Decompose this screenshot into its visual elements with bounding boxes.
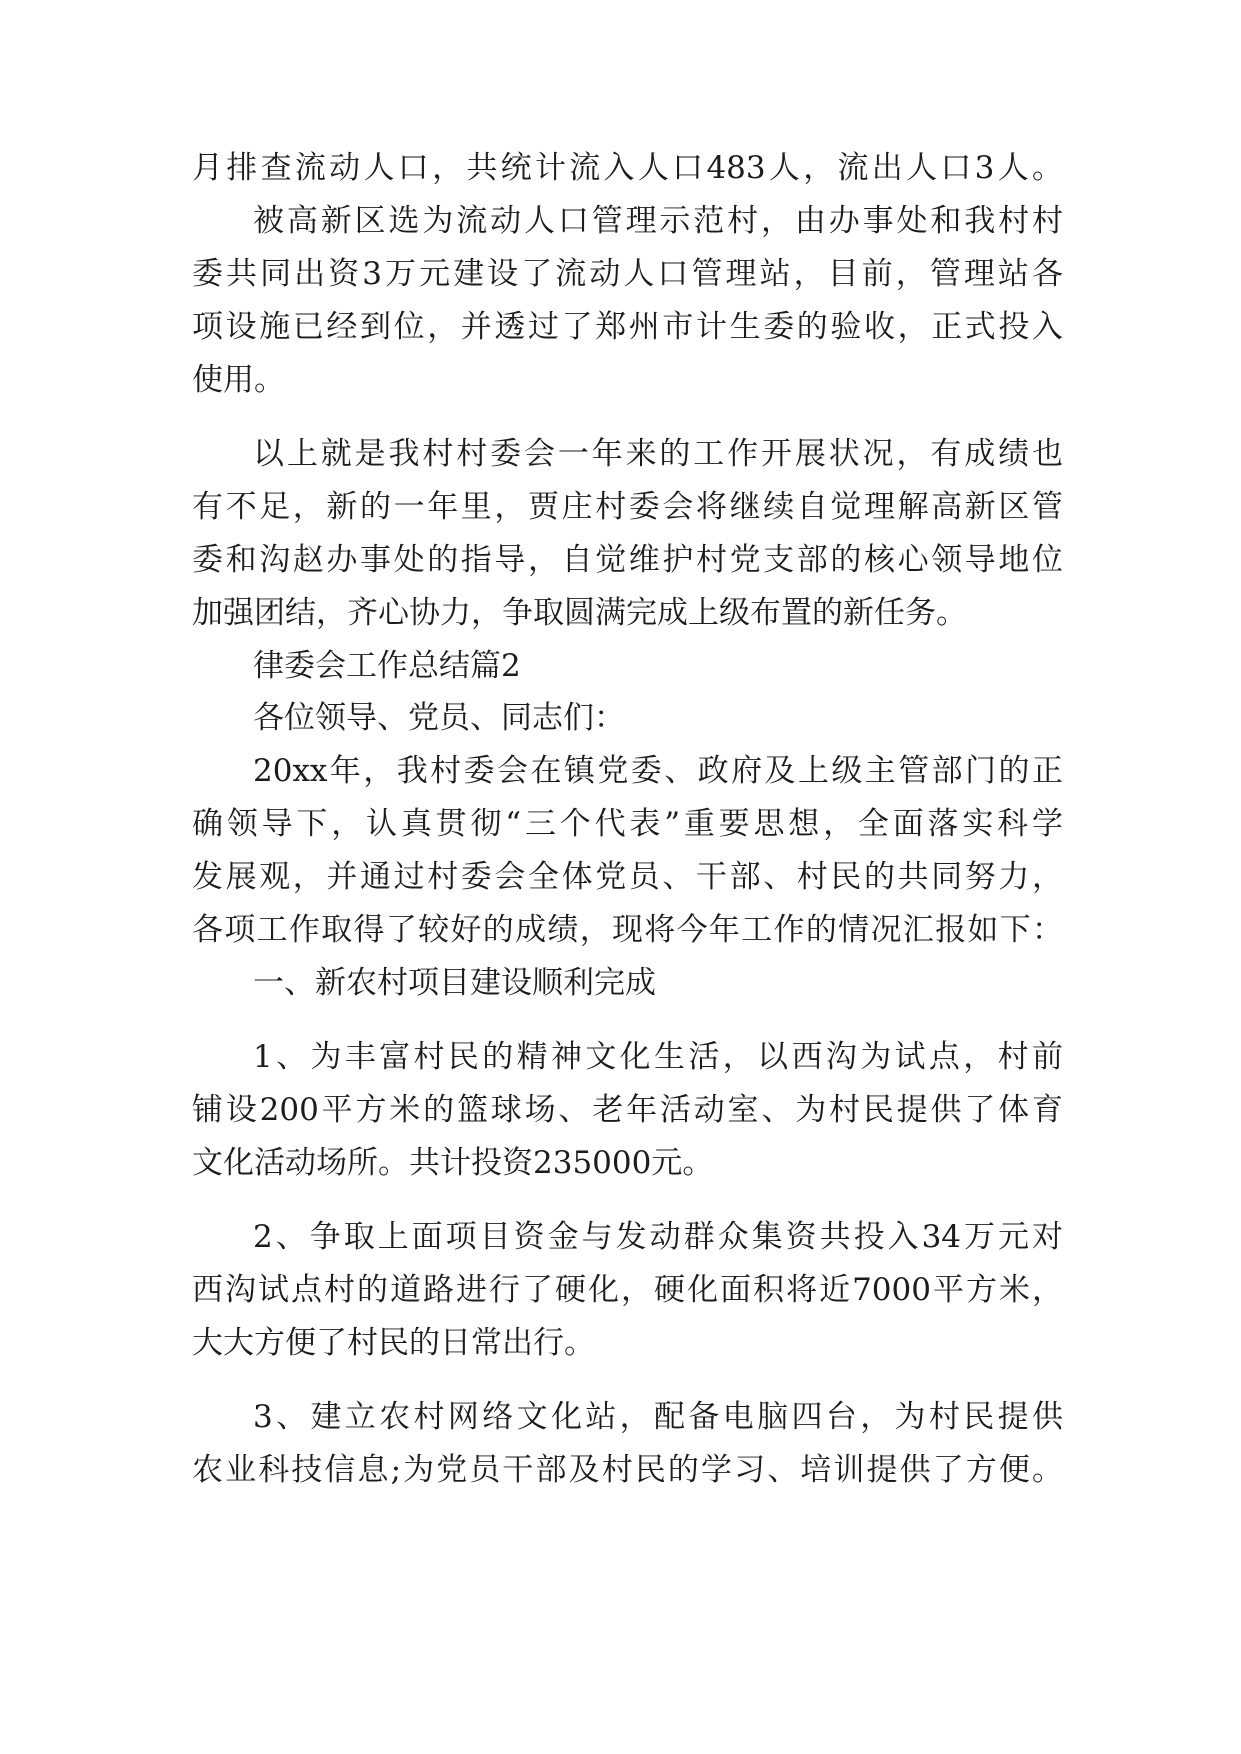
text-line-content: 西沟试点村的道路进行了硬化，硬化面积将近7000平方米， [192,1272,1063,1308]
text-line-content: 确领导下，认真贯彻“三个代表”重要思想，全面落实科学 [192,806,1063,842]
paragraph-start-line [0,741,1241,801]
section-heading-text: 律委会工作总结篇2 [253,648,521,684]
text-line-content: 发展观，并通过村委会全体党员、干部、村民的共同努力， [192,859,1063,895]
text-line [0,1080,1241,1140]
text-line-content: 文化活动场所。共计投资235000元。 [192,1145,714,1181]
text-line-content: 委共同出资3万元建设了流动人口管理站，目前，管理站各 [192,256,1063,292]
paragraph-start-line [0,191,1241,251]
text-line [0,350,1241,410]
text-line-content: 1、为丰富村民的精神文化生活，以西沟为试点，村前 [253,1039,1063,1075]
text-line [0,138,1241,198]
text-line-content: 20xx年，我村委会在镇党委、政府及上级主管部门的正 [253,753,1063,789]
text-line [0,477,1241,537]
paragraph-start-line [0,1387,1241,1447]
text-line-content: 2、争取上面项目资金与发动群众集资共投入34万元对 [253,1219,1063,1255]
text-line-content: 月排查流动人口，共统计流入人口483人，流出人口3人。 [192,150,1063,186]
text-line [0,583,1241,643]
text-line-content: 3、建立农村网络文化站，配备电脑四台，为村民提供 [253,1399,1063,1435]
text-line-content: 有不足，新的一年里，贾庄村委会将继续自觉理解高新区管 [192,489,1063,525]
text-line [0,1313,1241,1373]
text-line [0,244,1241,304]
section-heading [0,953,1241,1013]
text-line-content: 大大方便了村民的日常出行。 [192,1325,595,1361]
text-line-content: 农业科技信息;为党员干部及村民的学习、培训提供了方便。 [192,1452,1063,1488]
paragraph-start-line [0,1027,1241,1087]
section-heading [0,636,1241,696]
salutation-line [0,688,1241,748]
text-line [0,1440,1241,1500]
text-line-content: 被高新区选为流动人口管理示范村，由办事处和我村村 [253,203,1063,239]
text-line-content: 使用。 [192,362,285,398]
text-line-content: 各项工作取得了较好的成绩，现将今年工作的情况汇报如下： [192,912,1063,948]
text-line [0,847,1241,907]
salutation-text: 各位领导、党员、同志们： [253,700,625,736]
paragraph-start-line [0,424,1241,484]
text-line [0,1133,1241,1193]
text-line [0,900,1241,960]
section-heading-text: 一、新农村项目建设顺利完成 [253,965,656,1001]
text-line [0,794,1241,854]
text-line-content: 铺设200平方米的篮球场、老年活动室、为村民提供了体育 [192,1092,1063,1128]
text-line-content: 项设施已经到位，并透过了郑州市计生委的验收，正式投入 [192,309,1063,345]
paragraph-start-line [0,1207,1241,1267]
text-line [0,297,1241,357]
text-line-content: 以上就是我村村委会一年来的工作开展状况，有成绩也 [253,436,1063,472]
text-line-content: 加强团结，齐心协力，争取圆满完成上级布置的新任务。 [192,595,967,631]
text-line [0,1260,1241,1320]
text-line-content: 委和沟赵办事处的指导，自觉维护村党支部的核心领导地位 [192,542,1063,578]
text-line [0,530,1241,590]
